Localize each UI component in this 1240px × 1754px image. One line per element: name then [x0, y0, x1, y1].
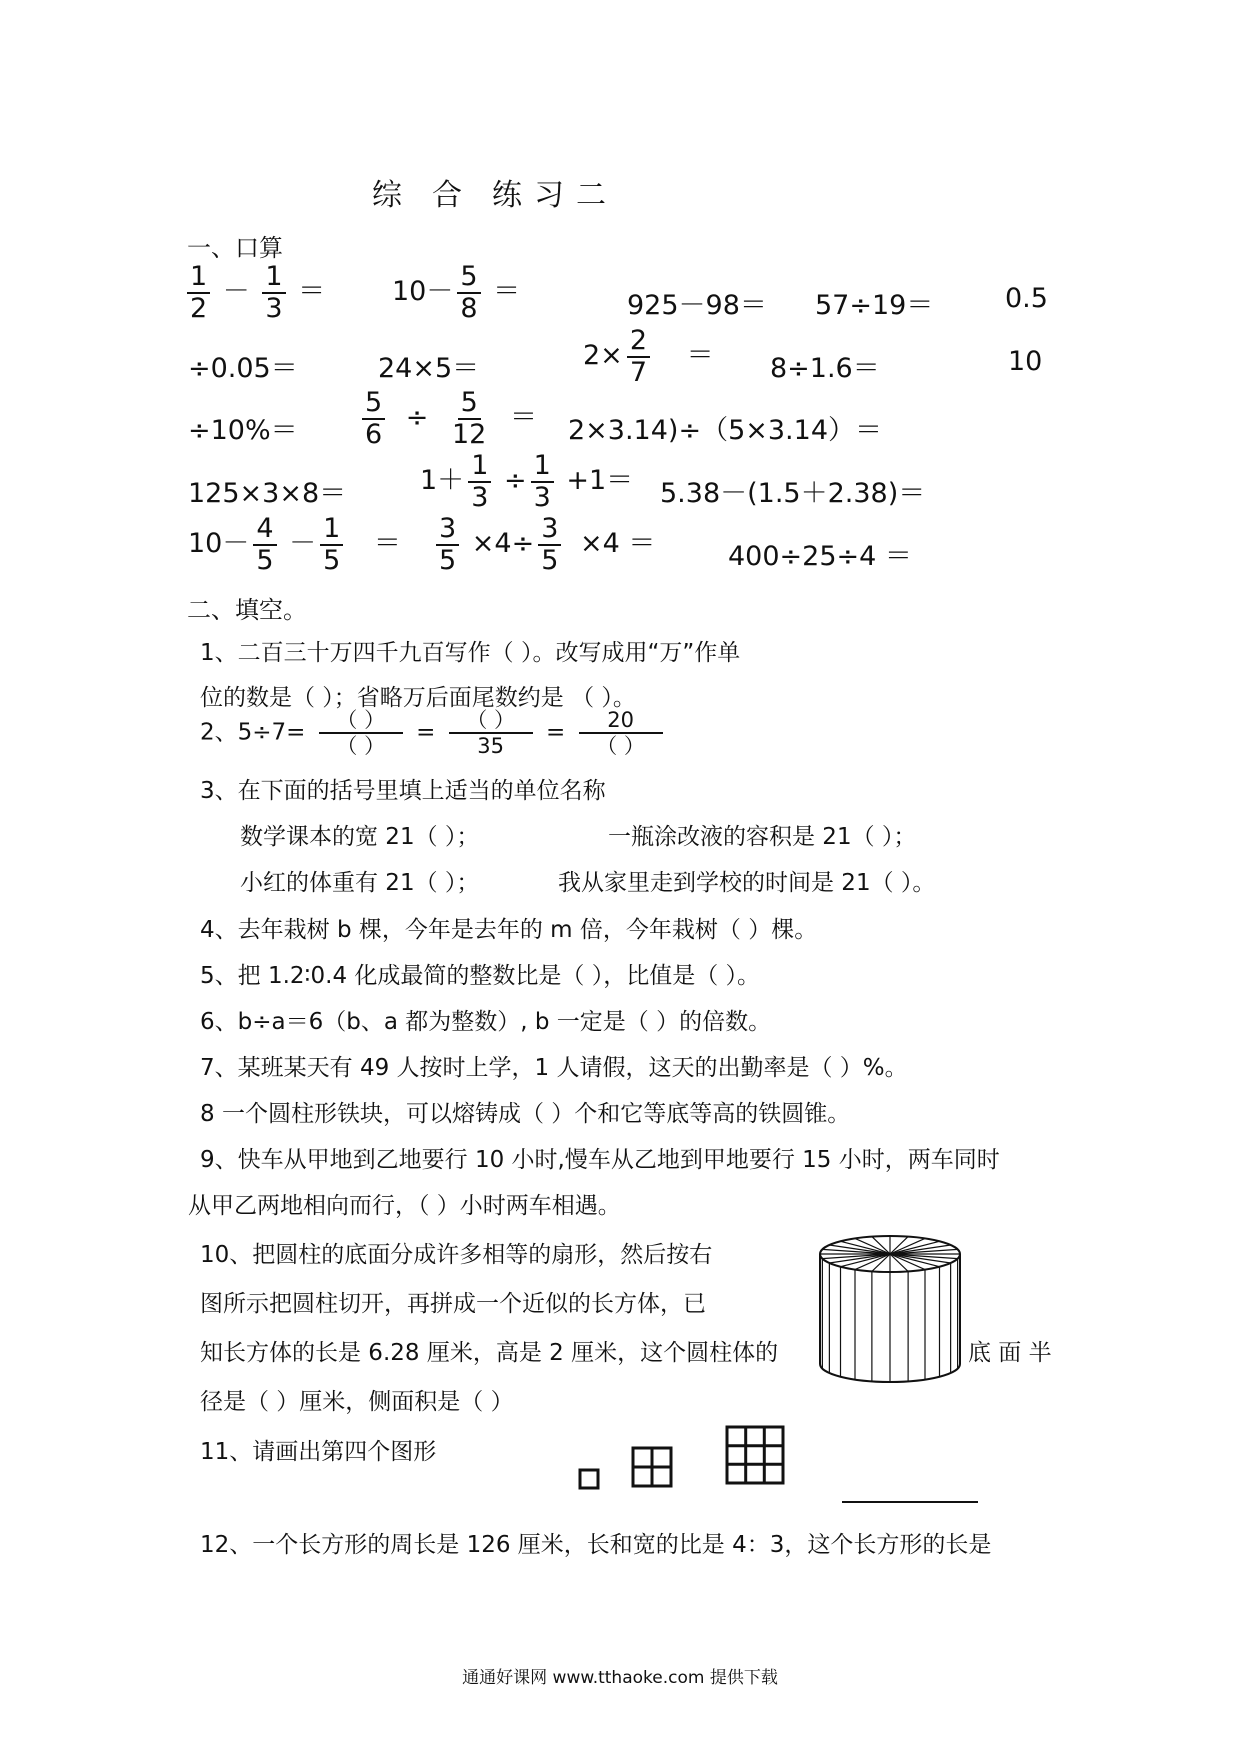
equals: ＝ — [493, 276, 521, 308]
denominator: 3 — [471, 481, 489, 513]
fraction-blank — [579, 708, 663, 758]
fraction — [468, 451, 491, 512]
question-10-line3-end: 底 面 半 — [968, 1340, 1052, 1366]
fraction-blank — [319, 708, 403, 758]
question-9-line2: 从甲乙两地相向而行，（ ）小时两车相遇。 — [188, 1193, 621, 1219]
title-char: 合 — [432, 178, 466, 213]
numerator: 1 — [468, 451, 491, 483]
question-7: 7、某班某天有 49 人按时上学，1 人请假，这天的出勤率是（ ）%。 — [200, 1055, 908, 1081]
expr-suffix: ×4 ＝ — [580, 528, 656, 560]
equals: ＝ — [298, 276, 326, 308]
oral-r4-d: 5.38－(1.5＋2.38)＝ — [660, 478, 926, 509]
expr-prefix: 10－ — [188, 528, 250, 560]
numerator: 3 — [538, 514, 561, 546]
question-10-line2: 图所示把圆柱切开，再拼成一个近似的长方体，已 — [200, 1291, 706, 1317]
oral-r3-bc — [358, 388, 537, 449]
question-1-line2: 位的数是（ ）；省略万后面尾数约是 （ ）。 — [200, 685, 636, 711]
question-10-line4: 径是（ ）厘米，侧面积是（ ） — [200, 1389, 514, 1415]
oral-r1-e: 57÷19＝ — [815, 290, 934, 321]
oral-r4-a: 125×3×8＝ — [188, 478, 347, 509]
numerator: 3 — [436, 514, 459, 546]
question-6: 6、b÷a＝6（b、a 都为整数）, b 一定是（ ）的倍数。 — [200, 1009, 772, 1035]
section-heading-oral: 一、口算 — [187, 234, 283, 262]
oral-r1-d: 925－98＝ — [627, 290, 767, 321]
pattern-figure-2 — [631, 1446, 675, 1490]
question-12: 12、一个长方形的周长是 126 厘米，长和宽的比是 4：3，这个长方形的长是 — [200, 1532, 992, 1558]
fraction — [362, 388, 385, 449]
question-3c: 小红的体重有 21（ ）； — [240, 870, 480, 896]
equals: ＝ — [509, 402, 537, 434]
fraction — [187, 262, 210, 323]
footer-credit: 通通好课网 www.tthaoke.com 提供下载 — [462, 1668, 778, 1688]
question-4: 4、去年栽树 b 棵，今年是去年的 m 倍，今年栽树（ ）棵。 — [200, 917, 818, 943]
title-char: 练 — [492, 178, 526, 213]
numerator: 5 — [457, 262, 480, 294]
expr-prefix: 2× — [583, 340, 623, 372]
question-3a: 数学课本的宽 21（ ）； — [240, 824, 480, 850]
fraction — [457, 262, 480, 323]
question-3: 3、在下面的括号里填上适当的单位名称 — [200, 778, 606, 804]
denominator: 5 — [256, 544, 274, 576]
denominator: （ ） — [336, 734, 386, 759]
oral-r2-e: 10 — [1008, 346, 1043, 377]
fraction — [627, 326, 650, 387]
denominator: 12 — [452, 418, 487, 450]
numerator: （ ） — [319, 708, 403, 734]
question-1-line1: 1、二百三十万四千九百写作（ ）。改写成用“万”作单 — [200, 640, 741, 666]
oral-r2-b: 24×5＝ — [378, 353, 480, 384]
numerator: 1 — [320, 514, 343, 546]
oral-row-1 — [183, 262, 325, 323]
question-10-line1: 10、把圆柱的底面分成许多相等的扇形，然后按右 — [200, 1242, 713, 1268]
denominator: 6 — [365, 418, 383, 450]
expr-middle: ×4÷ — [471, 528, 535, 560]
fraction — [538, 514, 561, 575]
page-title — [372, 170, 636, 214]
oral-r5-ab — [188, 514, 401, 575]
fraction — [531, 451, 554, 512]
fraction — [436, 514, 459, 575]
title-char: 习 — [534, 178, 568, 213]
oral-r2-d: 8÷1.6＝ — [770, 353, 880, 384]
question-2 — [200, 708, 669, 758]
operator: － — [289, 528, 317, 560]
fraction — [449, 388, 489, 449]
fraction — [262, 262, 285, 323]
section-heading-fill: 二、填空。 — [187, 596, 307, 624]
denominator: （ ） — [596, 734, 645, 759]
numerator: 4 — [253, 514, 276, 546]
oral-r1-f: 0.5 — [1005, 283, 1048, 314]
operator: ÷ — [503, 465, 527, 497]
title-char: 二 — [576, 178, 610, 213]
equals: ＝ — [686, 340, 714, 372]
denominator: 7 — [629, 356, 647, 388]
equals: ＝ — [373, 528, 401, 560]
question-10-line3: 知长方体的长是 6.28 厘米，高是 2 厘米，这个圆柱体的 — [200, 1340, 779, 1366]
numerator: 1 — [531, 451, 554, 483]
numerator: 5 — [362, 388, 385, 420]
numerator: 2 — [627, 326, 650, 358]
oral-r2-c — [583, 326, 714, 387]
fraction — [320, 514, 343, 575]
numerator: 5 — [458, 388, 481, 420]
denominator: 5 — [439, 544, 457, 576]
oral-r2-a: ÷0.05＝ — [188, 353, 298, 384]
expr-prefix: 10－ — [392, 276, 454, 308]
answer-line — [842, 1501, 978, 1503]
denominator: 3 — [533, 481, 551, 513]
question-8: 8 一个圆柱形铁块，可以熔铸成（ ）个和它等底等高的铁圆锥。 — [200, 1101, 851, 1127]
denominator: 35 — [477, 734, 505, 759]
denominator: 2 — [190, 292, 208, 324]
numerator: （ ） — [449, 708, 533, 734]
oral-r5-e: 400÷25÷4 ＝ — [728, 541, 912, 572]
question-11: 11、请画出第四个图形 — [200, 1439, 437, 1465]
numerator: 1 — [187, 262, 210, 294]
denominator: 8 — [460, 292, 478, 324]
operator: ÷ — [405, 402, 429, 434]
oral-r1-c — [392, 262, 520, 323]
expr-suffix: +1＝ — [566, 465, 634, 497]
oral-r3-d: 2×3.14)÷（5×3.14）＝ — [568, 415, 882, 446]
pattern-figure-3 — [725, 1425, 787, 1487]
equals: = — [416, 719, 436, 746]
expr-prefix: 1＋ — [420, 465, 465, 497]
oral-r3-a: ÷10%＝ — [188, 415, 298, 446]
numerator: 20 — [579, 708, 663, 734]
fraction-blank — [449, 708, 533, 758]
question-5: 5、把 1.2∶0.4 化成最简的整数比是（ ），比值是（ ）。 — [200, 963, 761, 989]
question-9-line1: 9、快车从甲地到乙地要行 10 小时,慢车从乙地到甲地要行 15 小时，两车同时 — [200, 1147, 1000, 1173]
equals: = — [545, 719, 566, 746]
denominator: 3 — [265, 292, 283, 324]
title-char: 综 — [372, 178, 406, 213]
cylinder-figure — [815, 1230, 965, 1390]
numerator: 1 — [262, 262, 285, 294]
oral-r4-bc — [420, 451, 633, 512]
operator: － — [222, 276, 250, 308]
question-2-prefix: 2、5÷7= — [200, 719, 306, 746]
denominator: 5 — [541, 544, 559, 576]
question-3d: 我从家里走到学校的时间是 21（ ）。 — [558, 870, 936, 896]
denominator: 5 — [323, 544, 341, 576]
question-3b: 一瓶涂改液的容积是 21（ ）； — [608, 824, 917, 850]
pattern-figure-1 — [578, 1468, 602, 1492]
oral-r5-cd — [432, 514, 655, 575]
fraction — [253, 514, 276, 575]
